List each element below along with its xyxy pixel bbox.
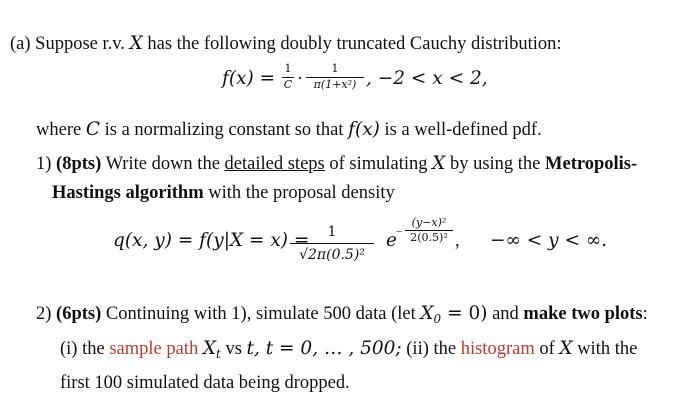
proposal-den: √2π(0.5)²: [299, 247, 365, 263]
where-text: where: [36, 120, 82, 140]
part1-line2: [52, 182, 395, 204]
detailed-steps: detailed steps: [224, 154, 325, 174]
part1-text-2: of simulating: [329, 154, 428, 174]
part-label: (a): [10, 34, 31, 54]
part1-text-4: with the proposal density: [208, 183, 395, 203]
with-the: with the: [577, 339, 638, 359]
dot: ·: [297, 69, 304, 89]
part2-text: Continuing with 1), simulate 500 data (let: [105, 304, 416, 324]
intro-text-2: has the following doubly truncated Cauchy distribution:: [147, 34, 562, 54]
make-two-plots: make two plots: [523, 304, 643, 324]
exp-e: e: [386, 230, 397, 251]
part1-text-3: by using the: [449, 154, 541, 174]
t-range: t, t = 0, … , 500;: [246, 338, 402, 359]
part2-and: and: [492, 304, 519, 324]
part1-text: Write down the: [105, 154, 220, 174]
where-text-2: is a normalizing constant so that: [104, 120, 344, 140]
part2-line1: [36, 303, 648, 330]
ii-label: (ii) the: [406, 339, 457, 359]
colon: :: [642, 304, 648, 324]
xt: $X_t$: [202, 338, 221, 361]
frac1-num: 1: [284, 62, 292, 75]
frac1-den: C: [283, 78, 293, 91]
proposal-range: −∞ < y < ∞.: [490, 230, 608, 251]
exp-num: (y−x)²: [411, 216, 447, 229]
histogram: histogram: [460, 339, 535, 359]
mh-bold-1: Metropolis-: [545, 154, 638, 174]
of: of: [539, 339, 555, 359]
var-x: X: [129, 33, 143, 54]
part2-num: 2): [36, 304, 52, 324]
part2-line3: first 100 simulated data being dropped.: [60, 373, 350, 393]
x0: $X_0$: [420, 303, 442, 326]
var-c: C: [85, 119, 100, 140]
where-text-3: is a well-defined pdf.: [384, 120, 542, 140]
exp-minus: −: [396, 226, 403, 238]
x0-eq: = 0): [441, 303, 488, 324]
part1-line1: [36, 153, 637, 175]
part2-pts: (6pts): [56, 304, 102, 324]
exp-den: 2(0.5)²: [410, 231, 448, 244]
part2-line2: [60, 338, 637, 365]
part1-pts: (8pts): [56, 154, 102, 174]
var-x-3: X: [559, 338, 573, 359]
vs: vs: [220, 339, 247, 359]
density-lhs: f(x) =: [222, 68, 276, 89]
i-label: (i) the: [60, 339, 105, 359]
intro-line: [10, 33, 562, 55]
frac2-num: 1: [331, 62, 339, 75]
where-line: [36, 119, 542, 141]
part1-num: 1): [36, 154, 52, 174]
frac2-den: π(1+x²): [313, 78, 357, 91]
fx: f(x): [348, 119, 380, 140]
proposal-lhs: q(x, y) = f(y|X = x) =: [113, 230, 310, 251]
proposal-num: 1: [327, 224, 337, 240]
density-range: , −2 < x < 2,: [366, 68, 488, 89]
sample-path: sample path: [109, 339, 199, 359]
proposal-comma: ,: [455, 231, 460, 251]
mh-bold-2: Hastings algorithm: [52, 183, 204, 203]
intro-text: Suppose r.v.: [35, 34, 125, 54]
var-x-2: X: [432, 153, 446, 174]
proposal-bar: [290, 243, 374, 244]
